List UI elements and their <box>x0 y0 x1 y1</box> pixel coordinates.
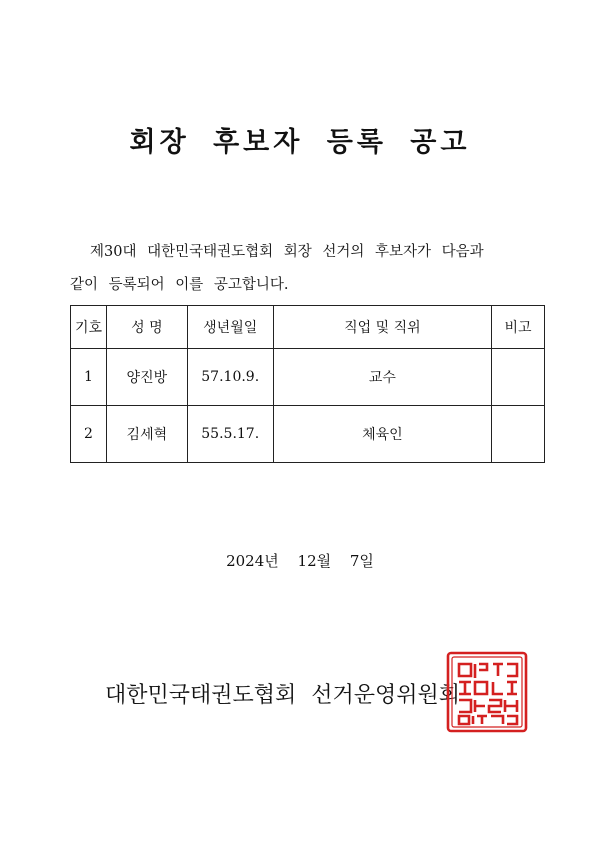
cell-number: 1 <box>71 349 107 406</box>
announcement-line-2: 같이 등록되어 이를 공고합니다. <box>70 277 289 293</box>
cell-occupation: 교수 <box>273 349 491 406</box>
cell-birthdate: 55.5.17. <box>187 406 273 463</box>
table-header-row <box>71 306 545 349</box>
announcement-date: 2024년 12월 7일 <box>226 552 374 570</box>
cell-name: 양진방 <box>106 349 187 406</box>
cell-number: 2 <box>71 406 107 463</box>
header-name: 성 명 <box>106 306 187 349</box>
cell-occupation: 체육인 <box>273 406 491 463</box>
cell-remarks <box>492 406 545 463</box>
header-birthdate: 생년월일 <box>187 306 273 349</box>
document-title: 회장 후보자 등록 공고 <box>129 127 471 158</box>
header-number: 기호 <box>71 306 107 349</box>
cell-name: 김세혁 <box>106 406 187 463</box>
announcement-line-1: 제30대 대한민국태권도협회 회장 선거의 후보자가 다음과 <box>90 244 484 260</box>
candidate-table <box>70 305 545 463</box>
organization-name: 대한민국태권도협회 선거운영위원회 <box>105 683 461 708</box>
announcement-text <box>70 236 538 302</box>
cell-remarks <box>492 349 545 406</box>
table-row <box>71 406 545 463</box>
cell-birthdate: 57.10.9. <box>187 349 273 406</box>
official-seal-icon <box>445 650 529 734</box>
table-row <box>71 349 545 406</box>
header-occupation: 직업 및 직위 <box>273 306 491 349</box>
header-remarks: 비고 <box>492 306 545 349</box>
